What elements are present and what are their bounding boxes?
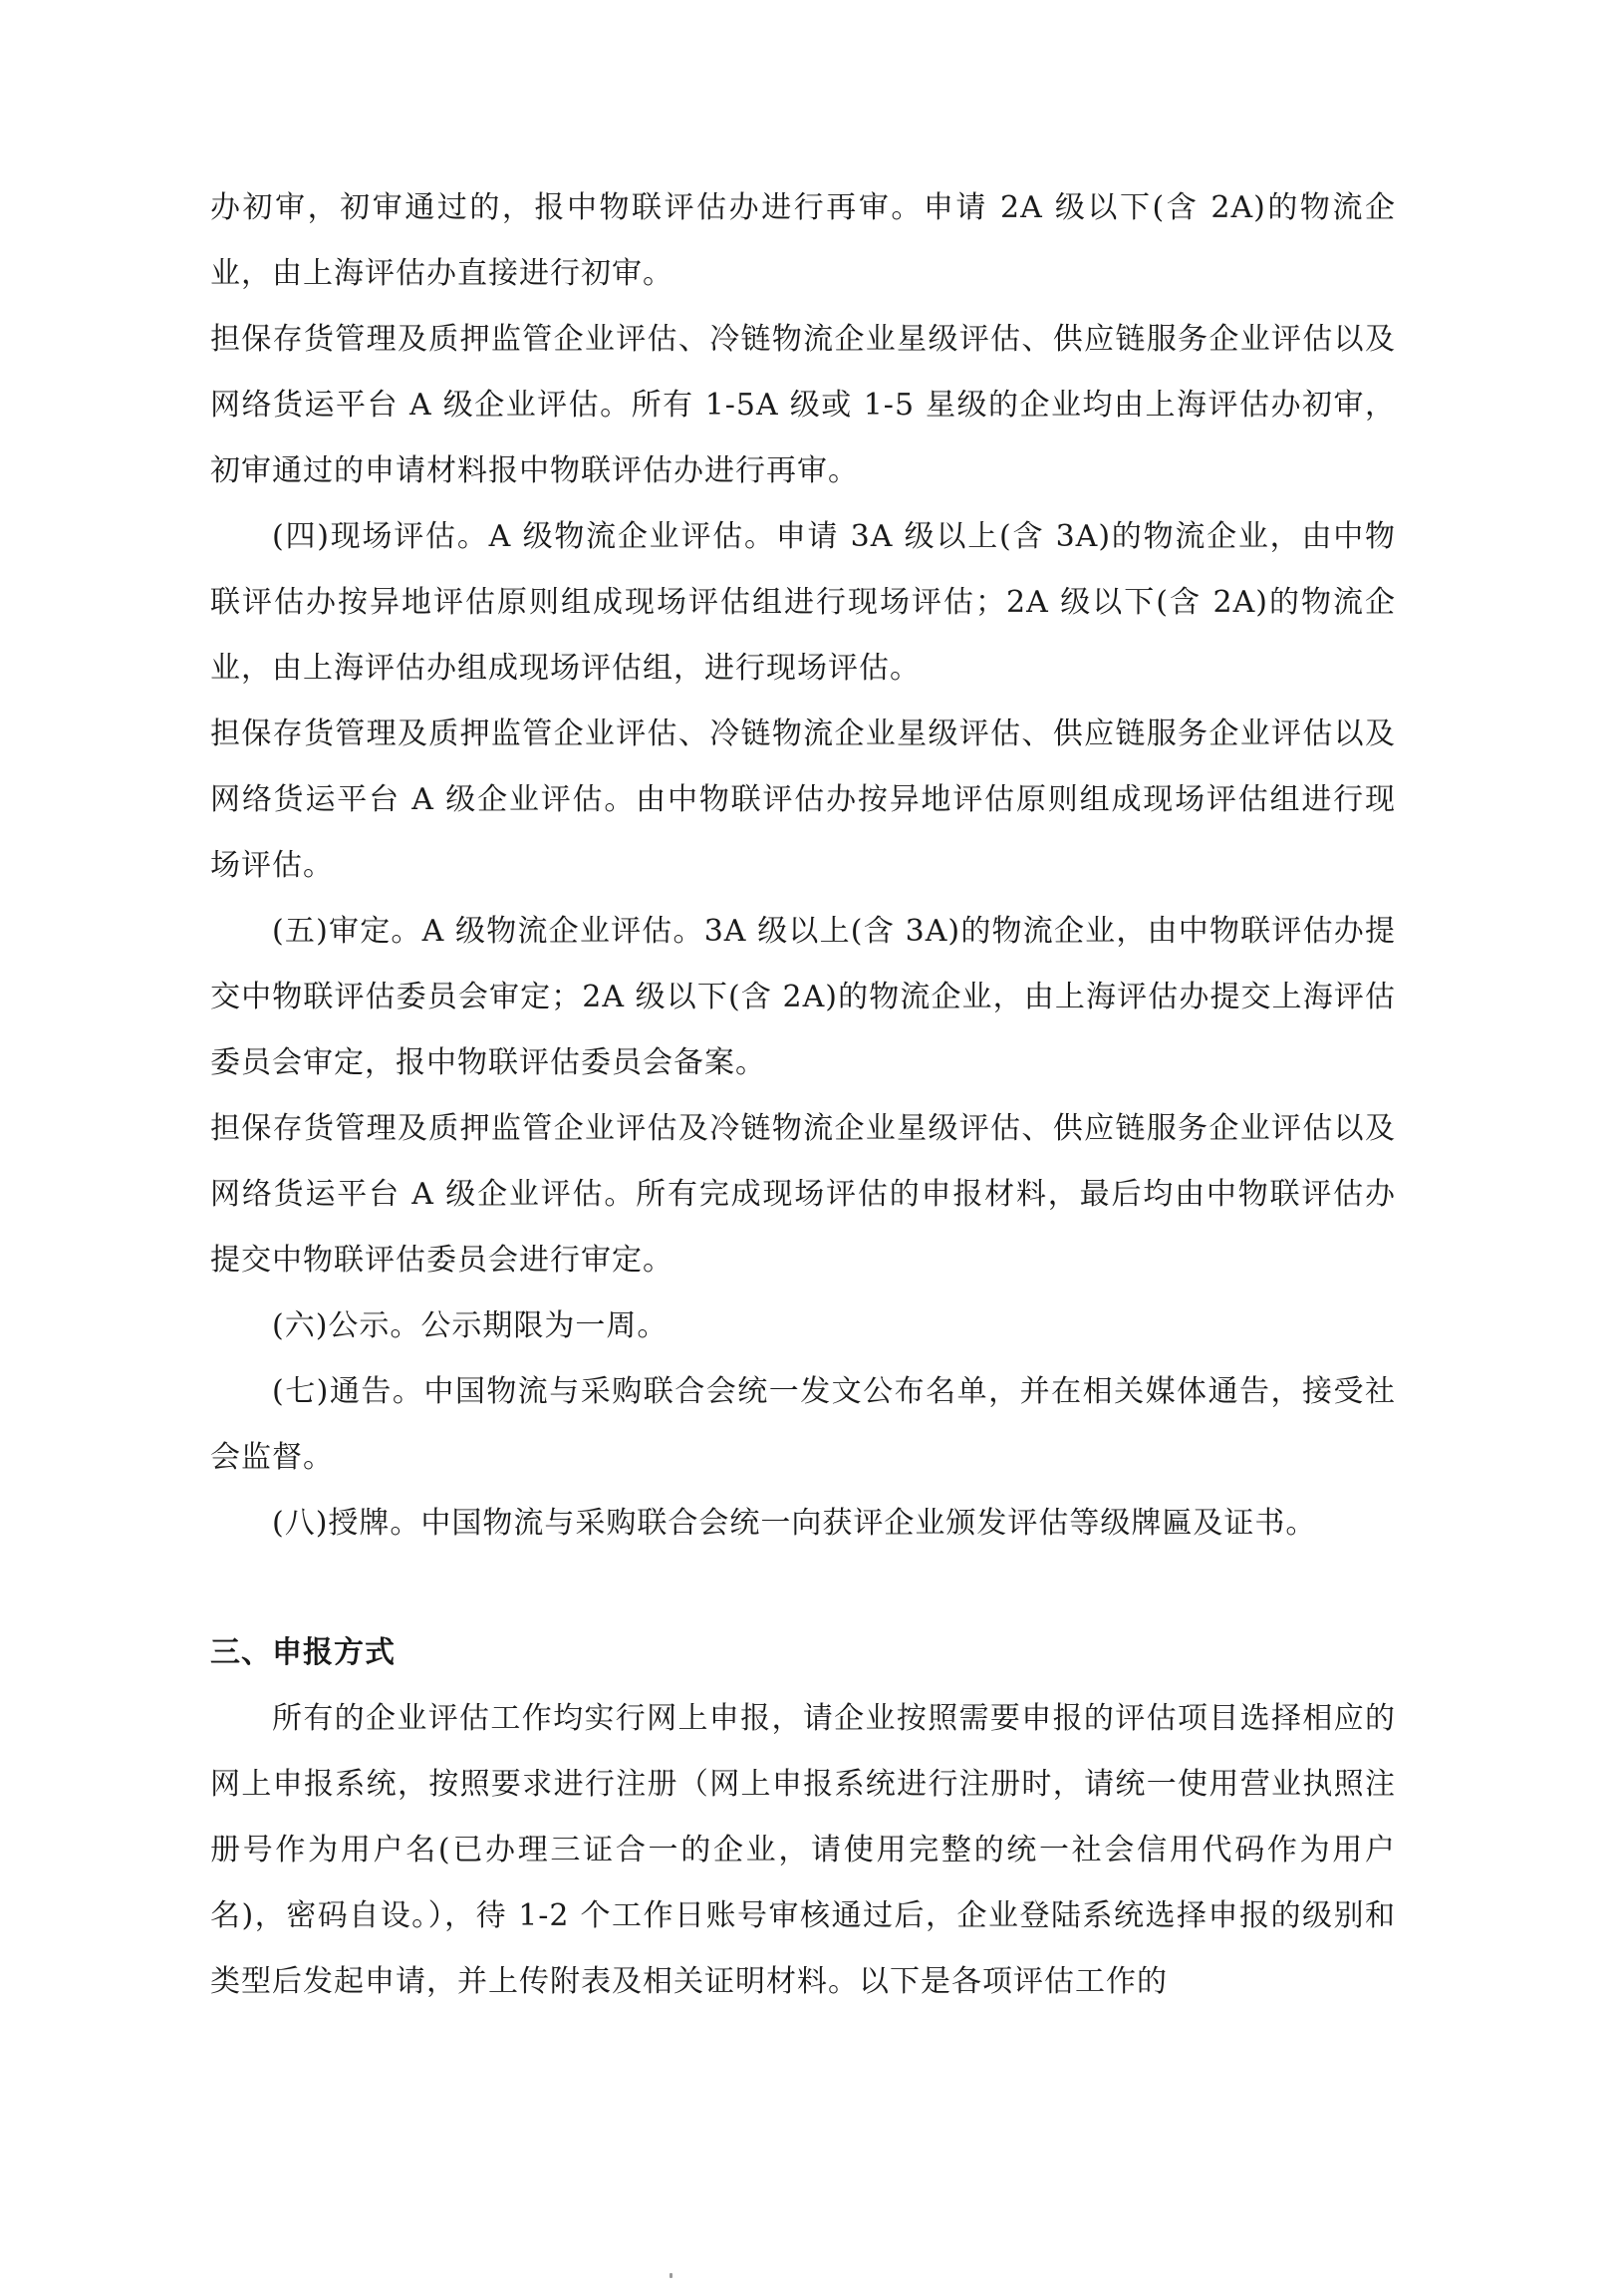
paragraph-announcement: (七)通告。中国物流与采购联合会统一发文公布名单，并在相关媒体通告，接受社会监督。 xyxy=(210,1374,1396,1475)
paragraph-guarantee-onsite-evaluation: 担保存货管理及质押监管企业评估、冷链物流企业星级评估、供应链服务企业评估以及网络货运平台 A 级企业评估。由中物联评估办按异地评估原则组成现场评估组进行现场评估。 xyxy=(210,717,1396,883)
paragraph-guarantee-initial-review: 担保存货管理及质押监管企业评估、冷链物流企业星级评估、供应链服务企业评估以及网络货运平台 A 级企业评估。所有 1-5A 级或 1-5 星级的企业均由上海评估办初审，初审通过的申请材料报中物联评估办进行再审。 xyxy=(210,322,1396,488)
document-body xyxy=(210,175,1396,2015)
scan-speck xyxy=(670,2273,672,2278)
paragraph-guarantee-approval: 担保存货管理及质押监管企业评估及冷链物流企业星级评估、供应链服务企业评估以及网络货运平台 A 级企业评估。所有完成现场评估的申报材料，最后均由中物联评估办提交中物联评估委员会进行审定。 xyxy=(210,1111,1396,1278)
paragraph-initial-review-continued: 办初审，初审通过的，报中物联评估办进行再审。申请 2A 级以下(含 2A)的物流企业，由上海评估办直接进行初审。 xyxy=(210,190,1396,291)
paragraph-online-application: 所有的企业评估工作均实行网上申报，请企业按照需要申报的评估项目选择相应的网上申报系统，按照要求进行注册（网上申报系统进行注册时，请统一使用营业执照注册号作为用户名(已办理三证合一的企业，请使用完整的统一社会信用代码作为用户名)，密码自设。），待 1-2 个工作日账号审核通过后，企业登陆系统选择申报的级别和类型后发起申请，并上传附表及相关证明材料。以下是各项评估工作的 xyxy=(210,1701,1396,1999)
paragraph-onsite-evaluation: (四)现场评估。A 级物流企业评估。申请 3A 级以上(含 3A)的物流企业，由中物联评估办按异地评估原则组成现场评估组进行现场评估；2A 级以下(含 2A)的物流企业，由上海评估办组成现场评估组，进行现场评估。 xyxy=(210,519,1396,686)
paragraph-public-notice: (六)公示。公示期限为一周。 xyxy=(272,1308,669,1343)
section-heading-application-method: 三、申报方式 xyxy=(210,1635,396,1670)
paragraph-award-plaque: (八)授牌。中国物流与采购联合会统一向获评企业颁发评估等级牌匾及证书。 xyxy=(272,1506,1317,1541)
paragraph-approval: (五)审定。A 级物流企业评估。3A 级以上(含 3A)的物流企业，由中物联评估办提交中物联评估委员会审定；2A 级以下(含 2A)的物流企业，由上海评估办提交上海评估委员会审定，报中物联评估委员会备案。 xyxy=(210,914,1396,1080)
